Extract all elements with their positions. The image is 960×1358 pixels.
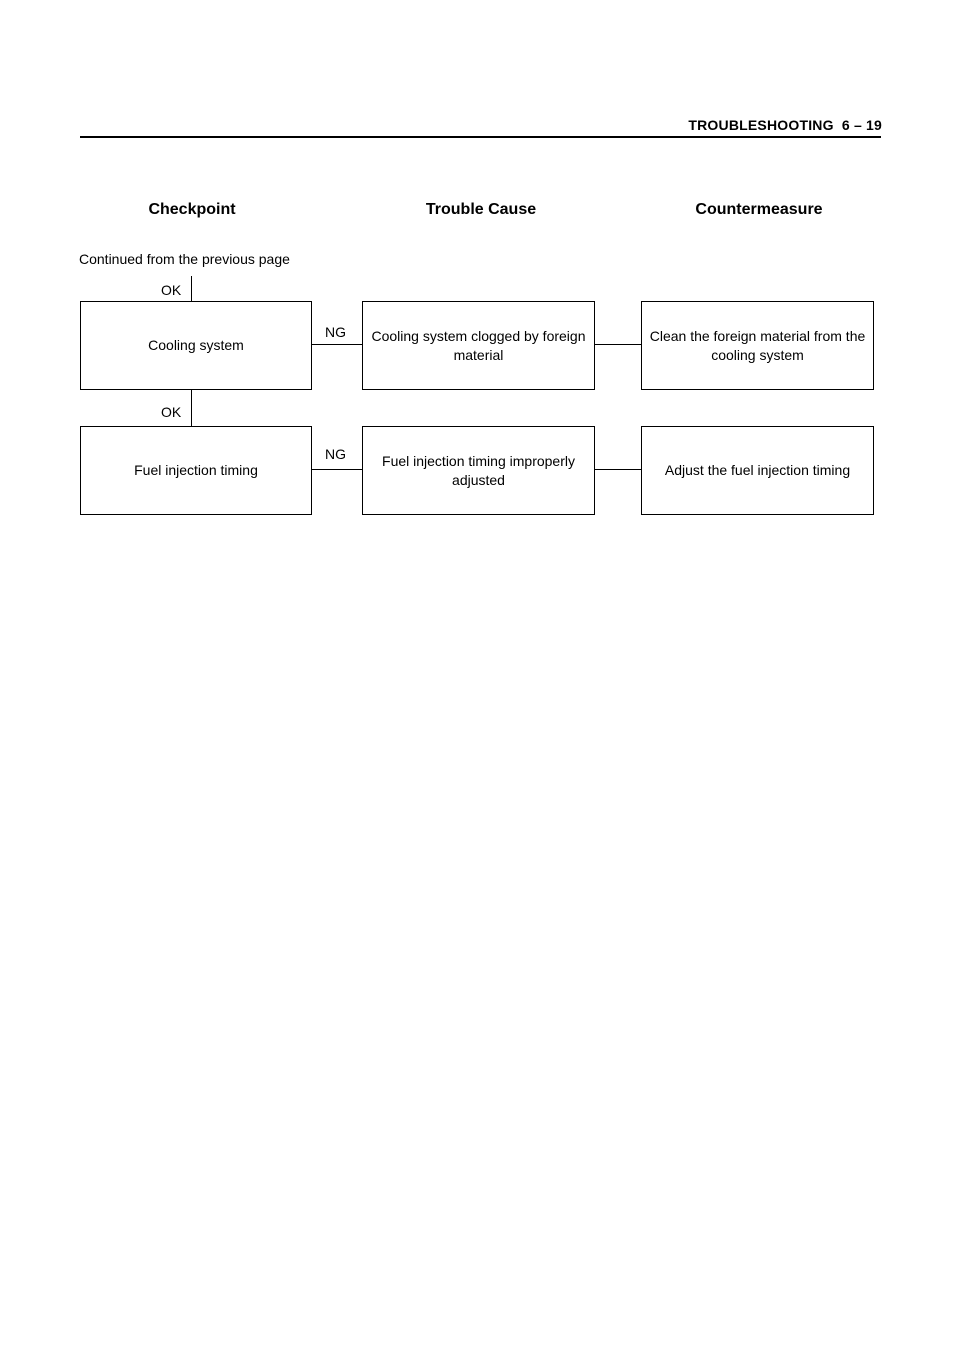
page-header-title: TROUBLESHOOTING 6 – 19 — [688, 117, 882, 133]
ng-label-1: NG — [325, 324, 346, 340]
column-heading-trouble-cause: Trouble Cause — [425, 201, 537, 218]
ng-connector-2 — [312, 469, 362, 470]
cause-box-cooling-clogged — [362, 301, 595, 390]
column-heading-countermeasure: Countermeasure — [695, 201, 823, 218]
checkpoint-box-cooling-system — [80, 301, 312, 390]
flow-connector-ok-2 — [191, 390, 192, 426]
column-heading-checkpoint: Checkpoint — [148, 201, 236, 218]
countermeasure-text: Adjust the fuel injection timing — [664, 462, 851, 478]
countermeasure-connector-2 — [595, 469, 641, 470]
countermeasure-box-clean-cooling — [641, 301, 874, 390]
countermeasure-box-adjust-timing — [641, 426, 874, 515]
continued-note: Continued from the previous page — [79, 251, 290, 267]
ng-connector-1 — [312, 344, 362, 345]
cause-box-timing-improper — [362, 426, 595, 515]
checkpoint-text: Cooling system — [148, 337, 244, 353]
ok-label-1: OK — [161, 282, 182, 298]
cause-text: Cooling system clogged by foreign material — [371, 327, 586, 363]
countermeasure-text: Clean the foreign material from the cooling system — [649, 327, 866, 363]
flow-connector-ok-1 — [191, 276, 192, 301]
cause-text: Fuel injection timing improperly adjusted — [382, 452, 575, 488]
countermeasure-connector-1 — [595, 344, 641, 345]
checkpoint-text: Fuel injection timing — [134, 462, 258, 478]
checkpoint-box-fuel-injection-timing — [80, 426, 312, 515]
ok-label-2: OK — [161, 404, 182, 420]
header-divider — [80, 136, 881, 138]
ng-label-2: NG — [325, 446, 346, 462]
